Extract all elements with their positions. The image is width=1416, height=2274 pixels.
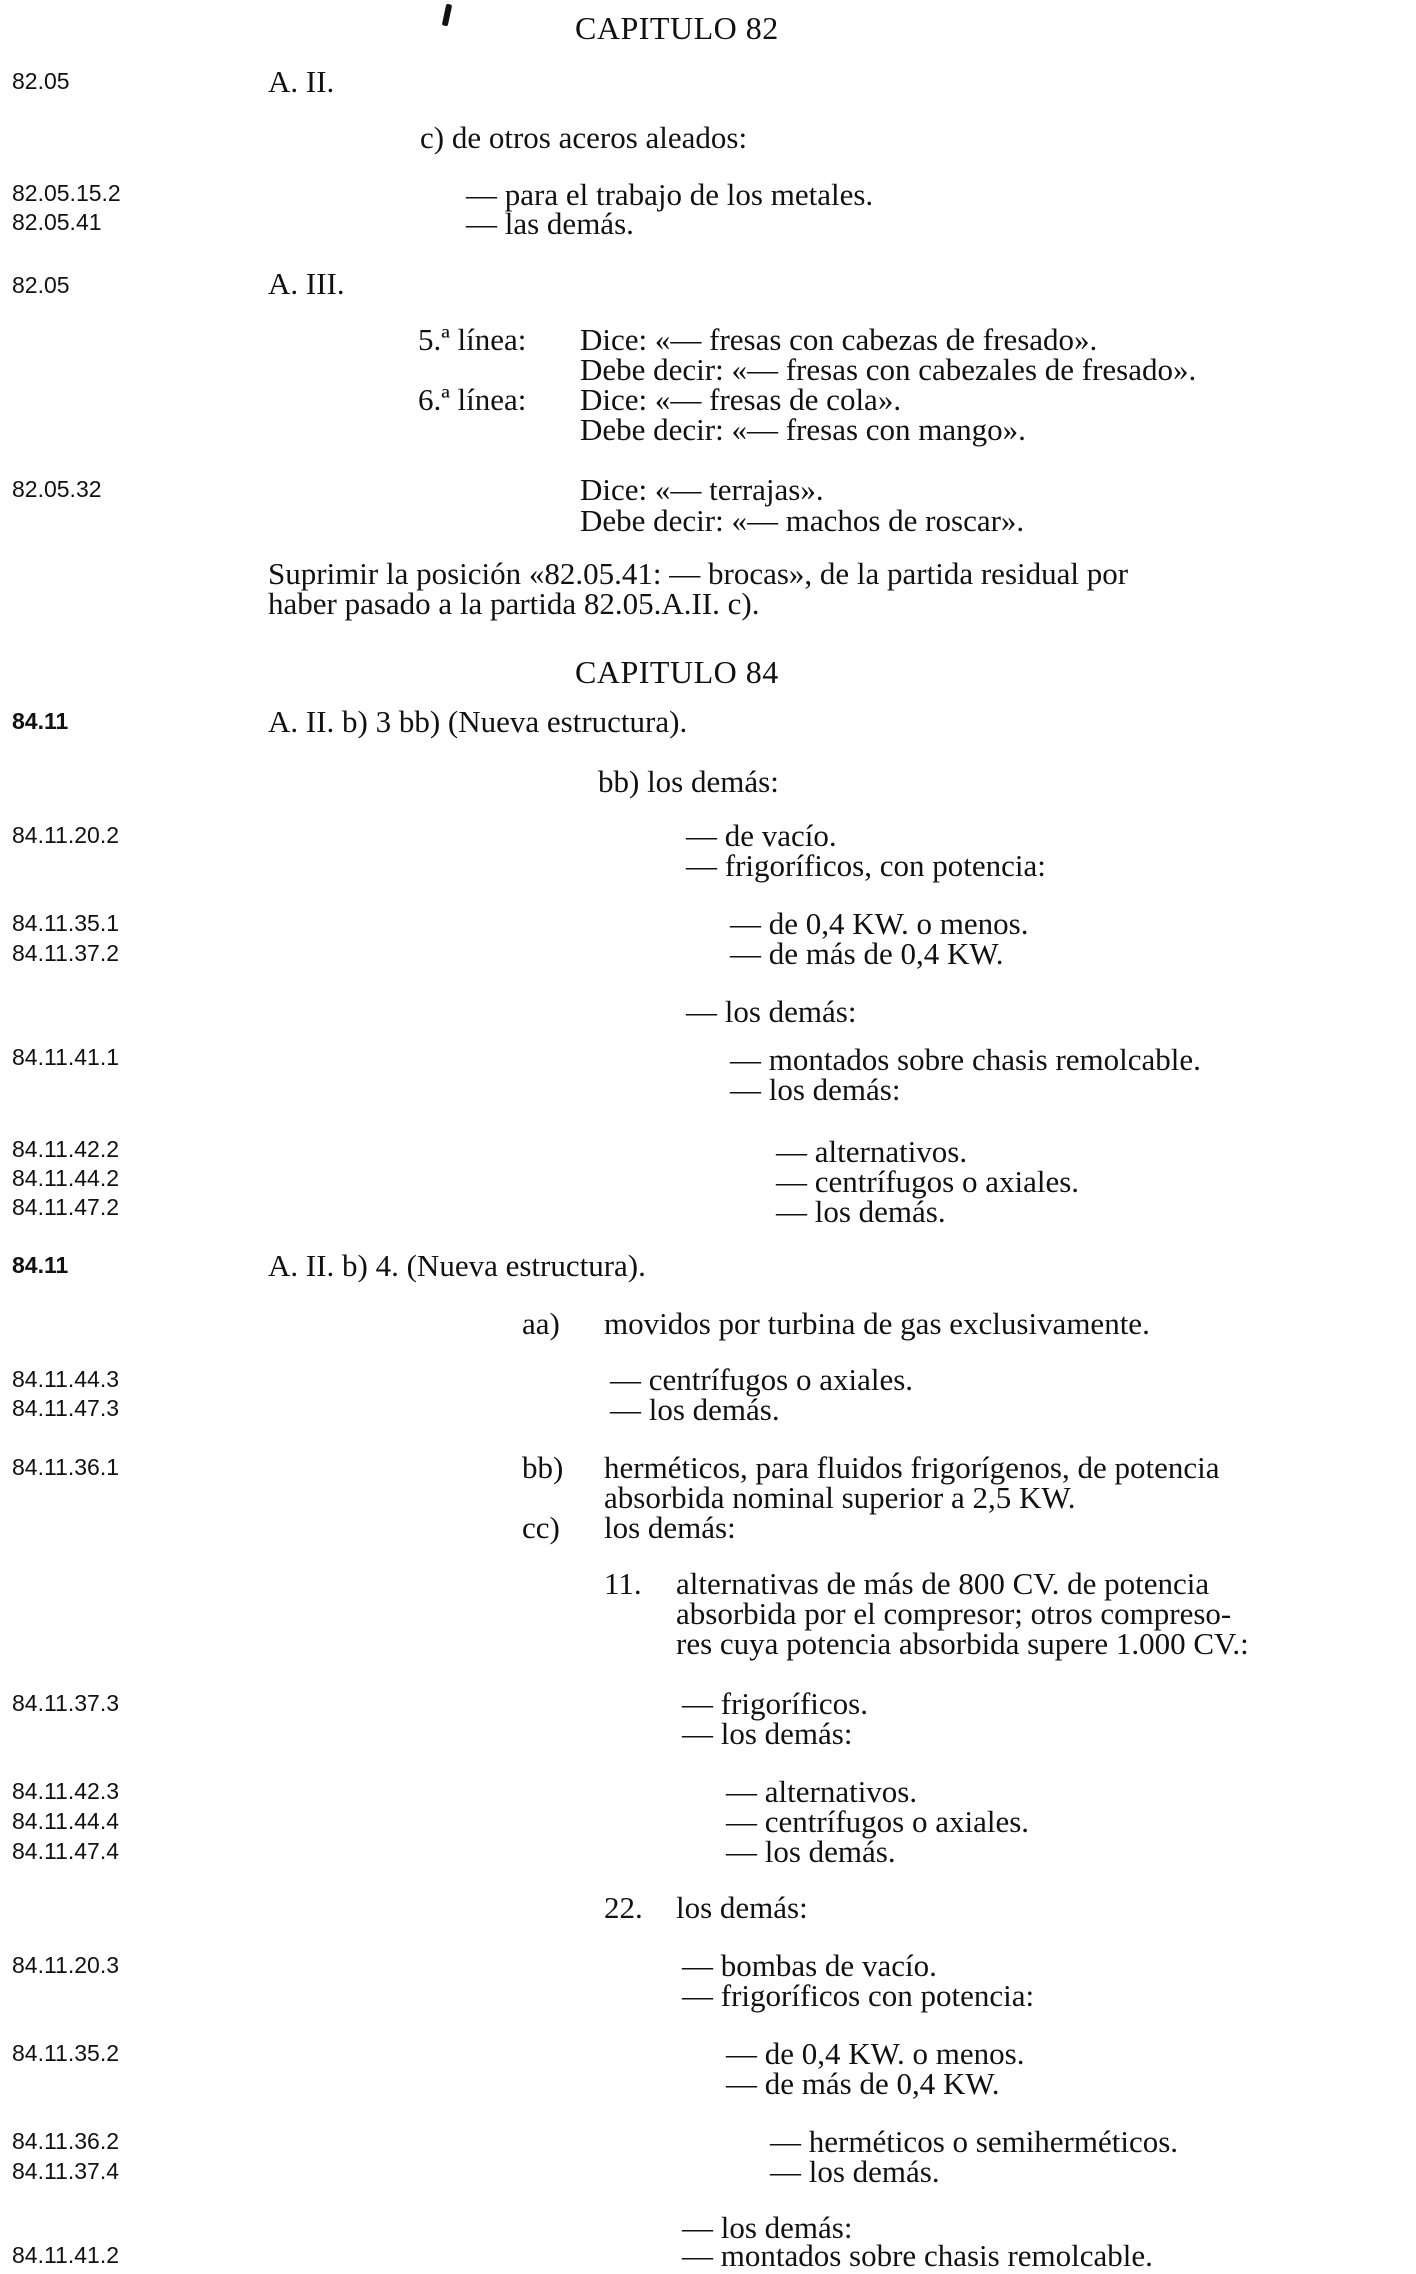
entry-text: herméticos, para fluidos frigorígenos, de potencia — [604, 1450, 1220, 1485]
entry-text: — centrífugos o axiales. — [776, 1164, 1080, 1199]
item-label: 22. — [604, 1890, 643, 1925]
entry-text: — los demás: — [682, 1716, 853, 1751]
tariff-code: 84.11.47.4 — [12, 1838, 120, 1864]
tariff-code: 82.05.15.2 — [12, 180, 121, 206]
item-label: aa) — [522, 1306, 560, 1341]
entry-text: — los demás. — [770, 2154, 940, 2189]
tariff-code: 82.05 — [12, 272, 70, 298]
entry-text: absorbida por el compresor; otros compreso- — [676, 1596, 1232, 1631]
paragraph-line: haber pasado a la partida 82.05.A.II. c). — [268, 586, 760, 621]
paragraph-line: Suprimir la posición «82.05.41: — brocas», de la partida residual por — [268, 556, 1129, 591]
item-label: cc) — [522, 1510, 560, 1545]
entry-text: — centrífugos o axiales. — [726, 1804, 1030, 1839]
entry-text: — los demás. — [610, 1392, 780, 1427]
tariff-code: 84.11.47.3 — [12, 1395, 120, 1421]
entry-text: Debe decir: «— machos de roscar». — [580, 503, 1025, 538]
tariff-code: 84.11.37.4 — [12, 2158, 120, 2184]
entry-text: — alternativos. — [726, 1774, 918, 1809]
tariff-code: 84.11.36.1 — [12, 1454, 120, 1480]
entry-text: Dice: «— fresas con cabezas de fresado». — [580, 322, 1098, 357]
tariff-code: 84.11.42.2 — [12, 1136, 120, 1162]
line-label: 6.ª línea: — [418, 382, 527, 417]
entry-text: movidos por turbina de gas exclusivamente. — [604, 1306, 1150, 1341]
section-heading: A. II. b) 3 bb) (Nueva estructura). — [268, 704, 688, 739]
entry-text: — frigoríficos con potencia: — [682, 1978, 1035, 2013]
entry-text: — alternativos. — [776, 1134, 968, 1169]
subheading: c) de otros aceros aleados: — [420, 120, 748, 155]
entry-text: los demás: — [604, 1510, 736, 1545]
tariff-code: 84.11.41.1 — [12, 1044, 120, 1070]
tariff-code: 84.11.20.2 — [12, 822, 120, 848]
entry-text: — los demás. — [776, 1194, 946, 1229]
chapter-84-title: CAPITULO 84 — [575, 654, 779, 690]
subheading: bb) los demás: — [598, 764, 779, 799]
tariff-code: 82.05 — [12, 68, 70, 94]
tariff-code: 84.11.42.3 — [12, 1778, 120, 1804]
entry-text: absorbida nominal superior a 2,5 KW. — [604, 1480, 1076, 1515]
entry-text: — los demás: — [730, 1072, 901, 1107]
tariff-code: 84.11.36.2 — [12, 2128, 120, 2154]
tariff-code: 84.11.37.3 — [12, 1690, 120, 1716]
entry-text: los demás: — [676, 1890, 808, 1925]
tariff-code: 84.11.47.2 — [12, 1194, 120, 1220]
entry-text: — los demás: — [686, 994, 857, 1029]
entry-text: Dice: «— fresas de cola». — [580, 382, 902, 417]
entry-text: — de 0,4 KW. o menos. — [730, 906, 1029, 941]
tariff-code: 84.11.44.4 — [12, 1808, 120, 1834]
ink-mark — [442, 4, 452, 27]
tariff-code: 84.11 — [12, 1252, 69, 1278]
entry-text: Debe decir: «— fresas con cabezales de fresado». — [580, 352, 1197, 387]
tariff-code: 82.05.32 — [12, 476, 102, 502]
entry-text: — de más de 0,4 KW. — [730, 936, 1004, 971]
tariff-code: 84.11.35.2 — [12, 2040, 120, 2066]
entry-text: — para el trabajo de los metales. — [466, 177, 874, 212]
line-label: 5.ª línea: — [418, 322, 527, 357]
tariff-code: 84.11.44.3 — [12, 1366, 120, 1392]
tariff-code: 84.11.41.2 — [12, 2242, 120, 2268]
tariff-code: 84.11 — [12, 708, 69, 734]
entry-text: — herméticos o semiherméticos. — [770, 2124, 1179, 2159]
entry-text: — las demás. — [466, 206, 634, 241]
entry-text: — los demás: — [682, 2210, 853, 2245]
tariff-code: 84.11.37.2 — [12, 940, 120, 966]
entry-text: — de vacío. — [686, 818, 837, 853]
item-label: bb) — [522, 1450, 564, 1485]
entry-text: Debe decir: «— fresas con mango». — [580, 412, 1026, 447]
tariff-code: 84.11.35.1 — [12, 910, 120, 936]
entry-text: — frigoríficos. — [682, 1686, 868, 1721]
entry-text: — montados sobre chasis remolcable. — [730, 1042, 1201, 1077]
entry-text: res cuya potencia absorbida supere 1.000 CV.: — [676, 1626, 1249, 1661]
tariff-code: 82.05.41 — [12, 209, 102, 235]
chapter-82-title: CAPITULO 82 — [575, 10, 779, 46]
entry-text: — bombas de vacío. — [682, 1948, 937, 1983]
item-label: 11. — [604, 1566, 642, 1601]
entry-text: — frigoríficos, con potencia: — [686, 848, 1046, 883]
entry-text: — montados sobre chasis remolcable. — [682, 2238, 1153, 2273]
entry-text: — los demás. — [726, 1834, 896, 1869]
entry-text: alternativas de más de 800 CV. de potencia — [676, 1566, 1210, 1601]
tariff-code: 84.11.20.3 — [12, 1952, 120, 1978]
tariff-code: 84.11.44.2 — [12, 1165, 120, 1191]
entry-text: — de 0,4 KW. o menos. — [726, 2036, 1025, 2071]
section-heading: A. II. — [268, 64, 335, 99]
section-heading: A. III. — [268, 266, 345, 301]
entry-text: Dice: «— terrajas». — [580, 472, 824, 507]
section-heading: A. II. b) 4. (Nueva estructura). — [268, 1248, 646, 1283]
entry-text: — centrífugos o axiales. — [610, 1362, 914, 1397]
entry-text: — de más de 0,4 KW. — [726, 2066, 1000, 2101]
